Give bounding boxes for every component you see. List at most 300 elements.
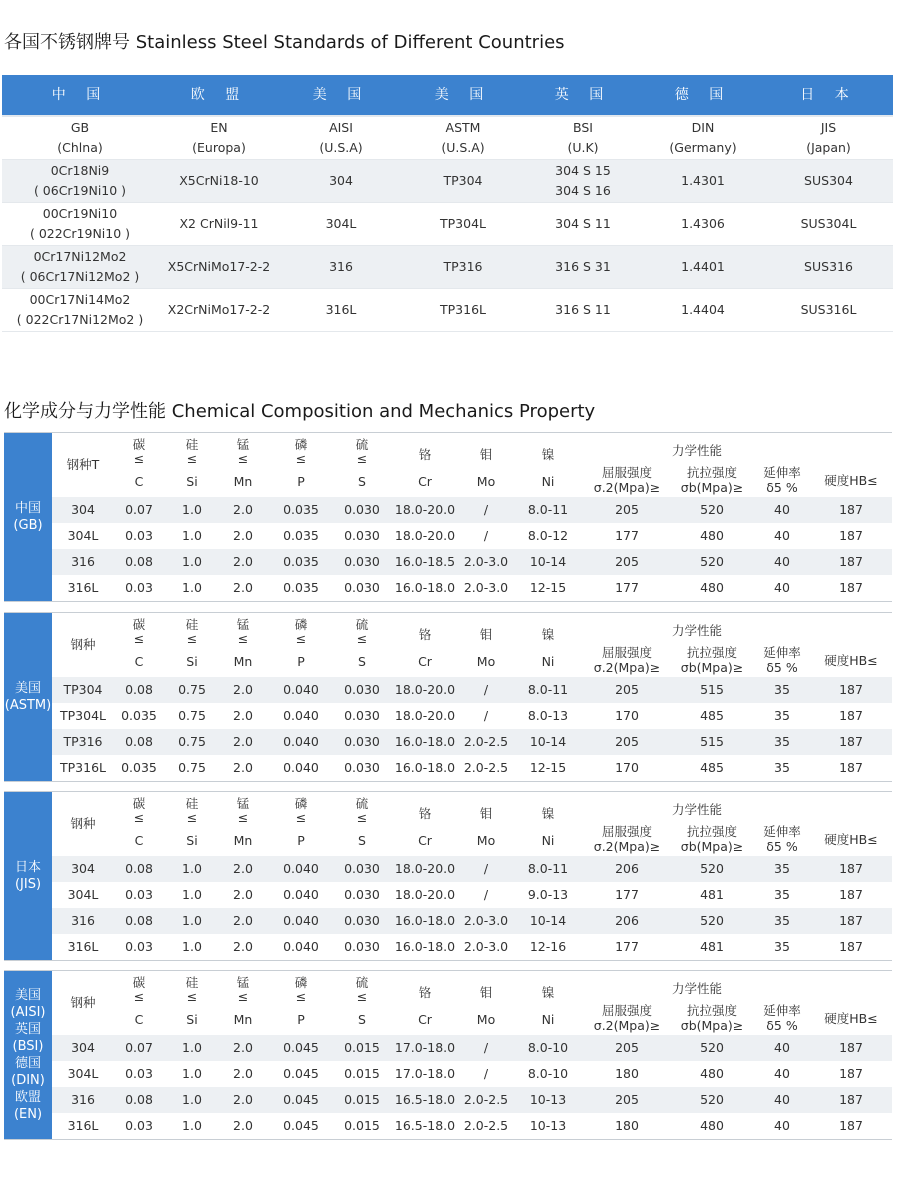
property-cell: 1.0: [182, 554, 202, 569]
property-row: [52, 755, 892, 781]
property-cell: /: [483, 887, 489, 902]
grade-header: 钢种: [70, 637, 96, 652]
side-label-line: (EN): [13, 1107, 43, 1122]
standards-cell-line: EN: [210, 120, 228, 135]
property-cell: 170: [615, 760, 639, 775]
property-cell: 16.0-18.5: [394, 554, 456, 569]
property-cell: 0.07: [125, 1040, 153, 1055]
property-cell: 18.0-20.0: [394, 682, 456, 697]
property-cell: 2.0: [233, 939, 253, 954]
standards-cell: [524, 118, 642, 158]
property-cell: 205: [615, 554, 639, 569]
property-cell: 205: [615, 682, 639, 697]
property-cell: 0.030: [344, 887, 380, 902]
property-cell: 40: [774, 1092, 790, 1107]
element-limit-symbol: ≤: [133, 451, 145, 466]
side-label-line: 欧盟: [14, 1090, 41, 1105]
block-side-label: [4, 971, 52, 1139]
hardness-header: 硬度HB≤: [824, 832, 878, 847]
property-cell: 35: [774, 760, 790, 775]
element-limit-symbol: ≤: [133, 989, 145, 1004]
property-grid: [52, 971, 892, 1139]
property-cell: 304L: [67, 528, 99, 543]
element-limit-symbol: ≤: [356, 989, 368, 1004]
property-cell: 0.040: [283, 939, 319, 954]
property-cell: 0.75: [178, 734, 206, 749]
range-cn-header: 铬: [418, 447, 432, 462]
property-cell: 0.035: [283, 554, 319, 569]
mechanics-subheader: [754, 645, 810, 675]
standards-cell-line: 1.4404: [681, 302, 725, 317]
property-row: [52, 575, 892, 601]
element-cn-header: 磷: [294, 975, 308, 990]
standards-row: [2, 160, 893, 203]
property-cell: 2.0: [233, 528, 253, 543]
property-cell: 520: [700, 502, 724, 517]
property-cell: 187: [839, 734, 863, 749]
property-cell: 17.0-18.0: [394, 1066, 456, 1081]
element-symbol-header: Si: [186, 474, 198, 489]
property-block-aisi-bsi-din-en: [4, 970, 892, 1140]
property-cell: 16.0-18.0: [394, 734, 456, 749]
property-cell: 0.03: [125, 887, 153, 902]
property-cell: 177: [615, 580, 639, 595]
property-cell: 0.08: [125, 682, 153, 697]
property-block-jis: [4, 791, 892, 961]
property-cell: 480: [700, 528, 724, 543]
property-cell: 10-14: [529, 734, 567, 749]
mechanics-subheader: [584, 645, 670, 675]
property-cell: 0.030: [344, 939, 380, 954]
element-symbol-header: Mn: [233, 474, 253, 489]
property-cell: 0.045: [283, 1092, 319, 1107]
standards-header-cell: 美 国: [312, 87, 370, 103]
property-cell: 187: [839, 939, 863, 954]
property-cell: 0.75: [178, 682, 206, 697]
standards-cell: [280, 257, 402, 277]
element-limit-symbol: ≤: [186, 451, 198, 466]
property-cell: 0.035: [283, 502, 319, 517]
property-cell: 316L: [67, 939, 99, 954]
property-cell: 10-14: [529, 554, 567, 569]
property-cell: 0.030: [344, 580, 380, 595]
element-symbol-header: Si: [186, 1012, 198, 1027]
side-label-line: (JIS): [14, 877, 42, 892]
standards-cell: [2, 161, 158, 201]
property-cell: 40: [774, 1118, 790, 1133]
property-cell: 177: [615, 528, 639, 543]
property-cell: 2.0: [233, 734, 253, 749]
property-cell: 0.030: [344, 760, 380, 775]
mechanics-subheader-line: 抗拉强度: [686, 645, 737, 660]
mechanics-subheader-line: 抗拉强度: [686, 1003, 737, 1018]
property-cell: TP304L: [60, 708, 106, 723]
property-cell: 187: [839, 861, 863, 876]
standards-cell-line: ASTM: [445, 120, 481, 135]
standards-cell-line: (U.S.A): [319, 140, 363, 155]
element-symbol-header: S: [358, 474, 366, 489]
property-cell: 40: [774, 528, 790, 543]
standards-cell: [524, 214, 642, 234]
standards-cell-line: TP316L: [440, 302, 486, 317]
element-limit-symbol: ≤: [133, 631, 145, 646]
element-limit-symbol: ≤: [295, 989, 307, 1004]
property-cell: 0.030: [344, 734, 380, 749]
grade-header: 钢种: [70, 816, 96, 831]
mechanics-subheader-line: σb(Mpa)≥: [680, 1018, 744, 1033]
standards-header-cell: 德 国: [674, 87, 732, 103]
standards-cell: [402, 257, 524, 277]
standards-cell: [2, 118, 158, 158]
element-symbol-header: Si: [186, 833, 198, 848]
property-cell: /: [483, 682, 489, 697]
property-cell: 0.030: [344, 554, 380, 569]
property-cell: 0.040: [283, 682, 319, 697]
element-limit-symbol: ≤: [237, 451, 249, 466]
standards-cell-line: 0Cr17Ni12Mo2: [33, 249, 127, 264]
property-cell: 2.0: [233, 502, 253, 517]
property-cell: /: [483, 708, 489, 723]
property-cell: 0.030: [344, 861, 380, 876]
property-row: [52, 856, 892, 882]
element-limit-symbol: ≤: [237, 810, 249, 825]
standards-cell-line: 304 S 15: [555, 163, 611, 178]
property-cell: 8.0-11: [527, 502, 569, 517]
standards-header-cell: 美 国: [434, 87, 492, 103]
property-cell: 0.08: [125, 1092, 153, 1107]
element-cn-header: 锰: [236, 617, 250, 632]
property-cell: 2.0: [233, 887, 253, 902]
property-cell: 1.0: [182, 1040, 202, 1055]
element-symbol-header: S: [358, 654, 366, 669]
property-cell: 12-15: [529, 760, 567, 775]
element-symbol-header: S: [358, 833, 366, 848]
property-row: [52, 908, 892, 934]
property-row: [52, 934, 892, 960]
standards-cell-line: SUS304L: [800, 216, 857, 231]
property-cell: 0.03: [125, 580, 153, 595]
standards-cell-line: 00Cr17Ni14Mo2: [29, 292, 131, 307]
property-cell: 0.015: [344, 1092, 380, 1107]
property-cell: 0.045: [283, 1040, 319, 1055]
property-cell: 2.0-3.0: [463, 580, 509, 595]
property-cell: 0.040: [283, 708, 319, 723]
element-symbol-header: Mn: [233, 654, 253, 669]
property-cell: 316: [71, 554, 95, 569]
standards-cell-line: ( 022Cr17Ni12Mo2 ): [16, 312, 144, 327]
property-cell: 2.0: [233, 760, 253, 775]
block-side-label: [4, 613, 52, 781]
standards-cell-line: 304 S 11: [555, 216, 611, 231]
property-cell: 0.03: [125, 528, 153, 543]
standards-cell-line: 0Cr18Ni9: [50, 163, 110, 178]
mechanics-subheader: [754, 1003, 810, 1033]
property-cell: 16.0-18.0: [394, 913, 456, 928]
standards-row: [2, 289, 893, 332]
side-label-line: 中国: [14, 501, 41, 516]
standards-cell-line: X2CrNiMo17-2-2: [167, 302, 271, 317]
property-cell: 35: [774, 939, 790, 954]
range-cn-header: 钼: [479, 447, 493, 462]
property-cell: 304: [71, 861, 95, 876]
mechanics-subheader-line: 延伸率: [763, 645, 801, 660]
property-cell: 316L: [67, 1118, 99, 1133]
element-symbol-header: S: [358, 1012, 366, 1027]
property-cell: 17.0-18.0: [394, 1040, 456, 1055]
standards-cell-line: (Chlna): [57, 140, 103, 155]
element-symbol-header: Mn: [233, 833, 253, 848]
property-cell: 0.08: [125, 861, 153, 876]
standards-cell-line: X5CrNi18-10: [179, 173, 259, 188]
property-cell: 520: [700, 554, 724, 569]
property-cell: 0.030: [344, 502, 380, 517]
property-cell: 316L: [67, 580, 99, 595]
mechanics-subheader-line: σ.2(Mpa)≥: [593, 1018, 661, 1033]
mechanics-subheader: [670, 645, 754, 675]
standards-cell-line: X2 CrNil9-11: [179, 216, 259, 231]
property-cell: TP304: [63, 682, 103, 697]
element-cn-header: 锰: [236, 437, 250, 452]
standards-header-cell: 中 国: [51, 87, 109, 103]
mechanics-subheader-line: σ.2(Mpa)≥: [593, 480, 661, 495]
property-cell: 206: [615, 861, 639, 876]
property-cell: 2.0: [233, 580, 253, 595]
property-cell: 0.045: [283, 1066, 319, 1081]
standards-cell: [402, 118, 524, 158]
standards-cell-line: TP304: [443, 173, 483, 188]
standards-cell-line: (Germany): [669, 140, 737, 155]
property-cell: 0.035: [283, 580, 319, 595]
mechanics-header: 力学性能: [671, 802, 722, 817]
property-cell: 0.035: [121, 708, 157, 723]
standards-cell-line: 00Cr19Ni10: [42, 206, 118, 221]
property-cell: 16.5-18.0: [394, 1092, 456, 1107]
element-cn-header: 磷: [294, 796, 308, 811]
property-cell: 485: [700, 760, 724, 775]
range-cn-header: 镍: [541, 447, 555, 462]
property-cell: 180: [615, 1118, 639, 1133]
standards-cell: [402, 171, 524, 191]
side-label-line: (ASTM): [4, 698, 52, 713]
standards-table: [2, 75, 893, 332]
property-cell: 187: [839, 580, 863, 595]
property-cell: 1.0: [182, 887, 202, 902]
standards-cell-line: (U.S.A): [441, 140, 485, 155]
property-cell: 18.0-20.0: [394, 708, 456, 723]
range-symbol-header: Mo: [476, 654, 496, 669]
standards-cell-line: SUS316L: [800, 302, 857, 317]
property-cell: 2.0-3.0: [463, 554, 509, 569]
property-cell: 1.0: [182, 939, 202, 954]
range-symbol-header: Cr: [418, 1012, 432, 1027]
property-cell: 35: [774, 682, 790, 697]
element-cn-header: 碳: [132, 437, 146, 452]
property-cell: 10-13: [529, 1118, 567, 1133]
mechanics-subheader-line: σb(Mpa)≥: [680, 839, 744, 854]
property-cell: 520: [700, 913, 724, 928]
property-cell: 0.030: [344, 708, 380, 723]
property-row: [52, 1035, 892, 1061]
property-row: [52, 1087, 892, 1113]
side-label-line: 英国: [14, 1022, 41, 1037]
property-cell: 9.0-13: [527, 887, 569, 902]
standards-cell: [280, 214, 402, 234]
property-header: [52, 971, 892, 1035]
property-cell: 1.0: [182, 913, 202, 928]
property-cell: 40: [774, 1040, 790, 1055]
property-cell: 10-13: [529, 1092, 567, 1107]
side-label-line: (AISI): [10, 1005, 46, 1020]
property-grid: [52, 613, 892, 781]
property-cell: 40: [774, 554, 790, 569]
mechanics-subheader: [670, 824, 754, 854]
property-cell: 515: [700, 682, 724, 697]
standards-cell: [158, 118, 280, 158]
property-cell: 1.0: [182, 1118, 202, 1133]
element-cn-header: 硫: [355, 617, 369, 632]
property-cell: 16.0-18.0: [394, 760, 456, 775]
element-symbol-header: C: [134, 654, 144, 669]
property-cell: 187: [839, 502, 863, 517]
standards-cell: [280, 118, 402, 158]
standards-cell-line: X5CrNiMo17-2-2: [167, 259, 271, 274]
property-cell: 0.015: [344, 1040, 380, 1055]
property-cell: TP316: [63, 734, 103, 749]
element-cn-header: 硅: [185, 617, 199, 632]
standards-cell: [158, 300, 280, 320]
property-cell: 187: [839, 887, 863, 902]
property-cell: 0.03: [125, 1066, 153, 1081]
range-cn-header: 铬: [418, 627, 432, 642]
property-cell: 2.0: [233, 861, 253, 876]
standards-cell: [2, 290, 158, 330]
range-symbol-header: Mo: [476, 474, 496, 489]
property-cell: 2.0-3.0: [463, 913, 509, 928]
standards-cell-line: 1.4401: [681, 259, 725, 274]
range-symbol-header: Cr: [418, 654, 432, 669]
property-cell: 180: [615, 1066, 639, 1081]
property-cell: 205: [615, 1040, 639, 1055]
property-cell: 8.0-11: [527, 861, 569, 876]
element-symbol-header: Mn: [233, 1012, 253, 1027]
range-symbol-header: Ni: [541, 474, 555, 489]
property-cell: 1.0: [182, 861, 202, 876]
property-cell: 8.0-10: [527, 1040, 569, 1055]
property-cell: 16.0-18.0: [394, 580, 456, 595]
mechanics-subheader-line: δ5 %: [766, 660, 798, 675]
property-header: [52, 433, 892, 497]
property-cell: 1.0: [182, 1092, 202, 1107]
element-cn-header: 锰: [236, 975, 250, 990]
element-limit-symbol: ≤: [186, 989, 198, 1004]
property-cell: 18.0-20.0: [394, 887, 456, 902]
standards-header-cell: 日 本: [800, 87, 857, 103]
element-limit-symbol: ≤: [356, 810, 368, 825]
range-cn-header: 钼: [479, 806, 493, 821]
range-symbol-header: Cr: [418, 474, 432, 489]
mechanics-subheader-line: σ.2(Mpa)≥: [593, 660, 661, 675]
property-cell: 2.0: [233, 1066, 253, 1081]
mechanics-subheader-line: 屈服强度: [601, 1003, 652, 1018]
property-cell: 2.0-2.5: [463, 760, 509, 775]
property-cell: 0.03: [125, 939, 153, 954]
standards-cell: [524, 161, 642, 201]
range-cn-header: 镍: [541, 627, 555, 642]
property-cell: 481: [700, 887, 724, 902]
property-cell: 187: [839, 682, 863, 697]
property-cell: 12-15: [529, 580, 567, 595]
property-cell: 187: [839, 1066, 863, 1081]
property-cell: 304: [71, 502, 95, 517]
property-cell: 2.0: [233, 1040, 253, 1055]
standards-cell: [158, 257, 280, 277]
side-label-line: (GB): [13, 518, 43, 533]
property-cell: /: [483, 861, 489, 876]
property-block-gb: [4, 432, 892, 602]
property-cell: 0.08: [125, 554, 153, 569]
standards-cell: [764, 214, 893, 234]
property-cell: 18.0-20.0: [394, 861, 456, 876]
property-cell: 316: [71, 913, 95, 928]
property-cell: 0.035: [121, 760, 157, 775]
standards-cell-line: ( 06Cr17Ni12Mo2 ): [20, 269, 140, 284]
element-cn-header: 硫: [355, 796, 369, 811]
property-cell: 0.015: [344, 1118, 380, 1133]
hardness-header: 硬度HB≤: [824, 1011, 878, 1026]
standards-cell: [2, 204, 158, 244]
element-limit-symbol: ≤: [295, 631, 307, 646]
standards-row: [2, 246, 893, 289]
standards-cell: [642, 118, 764, 158]
standards-cell: [402, 300, 524, 320]
standards-cell: [764, 118, 893, 158]
property-row: [52, 523, 892, 549]
mechanics-subheader: [584, 1003, 670, 1033]
standards-cell: [642, 300, 764, 320]
standards-cell-line: ( 022Cr19Ni10 ): [29, 226, 131, 241]
property-cell: 0.030: [344, 682, 380, 697]
property-cell: 35: [774, 887, 790, 902]
element-symbol-header: P: [297, 474, 305, 489]
property-cell: 0.75: [178, 760, 206, 775]
standards-cell: [764, 300, 893, 320]
property-cell: 187: [839, 1092, 863, 1107]
property-cell: 0.040: [283, 913, 319, 928]
property-cell: 0.015: [344, 1066, 380, 1081]
standards-cell: [524, 257, 642, 277]
property-cell: 1.0: [182, 1066, 202, 1081]
standards-cell: [280, 171, 402, 191]
property-cell: 485: [700, 708, 724, 723]
property-cell: 187: [839, 1040, 863, 1055]
mechanics-subheader-line: δ5 %: [766, 480, 798, 495]
block-side-label: [4, 792, 52, 960]
standards-cell: [158, 214, 280, 234]
property-cell: 16.5-18.0: [394, 1118, 456, 1133]
property-cell: 0.08: [125, 734, 153, 749]
property-cell: 8.0-13: [527, 708, 569, 723]
property-cell: 187: [839, 554, 863, 569]
property-cell: 520: [700, 1092, 724, 1107]
mechanics-subheader-line: 屈服强度: [601, 824, 652, 839]
standards-cell-line: 316: [329, 259, 353, 274]
range-cn-header: 镍: [541, 806, 555, 821]
element-limit-symbol: ≤: [295, 810, 307, 825]
property-cell: 2.0: [233, 708, 253, 723]
property-cell: /: [483, 1040, 489, 1055]
property-cell: 18.0-20.0: [394, 502, 456, 517]
property-cell: TP316L: [60, 760, 106, 775]
